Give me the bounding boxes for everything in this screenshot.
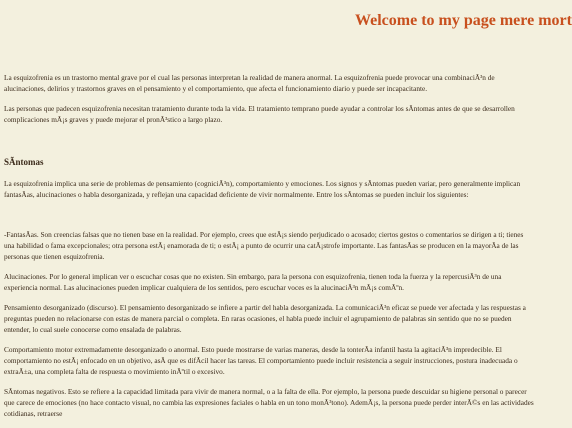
symptom-paragraph: Pensamiento desorganizado (discurso). El pensamiento desorganizado se infiere a partir del habla desorganizada. La comunicaciÃ³n eficaz se puede ver afectada y las respuestas a preguntas pueden no relacionarse con estas de manera parcial o completa. En raras ocasiones, el habla puede incluir el agrupamiento de palabras sin sentido que no se pueden entender, lo cual suele conocerse como ensalada de palabras. (4, 303, 526, 334)
symptom-paragraph: -FantasÃas. Son creencias falsas que no tienen base en la realidad. Por ejemplo, crees que estÃ¡s siendo perjudicado o acosado; ciertos gestos o comentarios se dirigen a ti; tienes una habilidad o fama excepcionales; otra persona estÃ¡ enamorada de ti; o estÃ¡ a punto de ocurrir una catÃ¡strofe importante. Las fantasÃas se producen en la mayorÃa de las personas que tienen esquizofrenia. (4, 230, 524, 261)
page-title: Welcome to my page mere mort (355, 12, 572, 29)
intro-paragraph: Las personas que padecen esquizofrenia necesitan tratamiento durante toda la vida. El tratamiento temprano puede ayudar a controlar los sÃntomas antes de que se desarrollen complicaciones mÃ¡s graves y puede mejorar el pronÃ³stico a largo plazo. (4, 104, 515, 124)
article-body (4, 72, 534, 428)
section-intro-paragraph: La esquizofrenia implica una serie de problemas de pensamiento (cogniciÃ³n), comportamiento y emociones. Los signos y sÃntomas pueden variar, pero generalmente implican fantasÃas, alucinaciones o habla desorganizada, y reflejan una capacidad deficiente de vivir normalmente. Entre los sÃntomas se pueden incluir los siguientes: (4, 179, 521, 199)
section-heading-symptoms: SÃntomas (4, 157, 44, 167)
symptom-paragraph: Comportamiento motor extremadamente desorganizado o anormal. Esto puede mostrarse de varias maneras, desde la tonterÃa infantil hasta la agitaciÃ³n impredecible. El comportamiento no estÃ¡ enfocado en un objetivo, asÃ que es difÃcil hacer las tareas. El comportamiento puede incluir resistencia a seguir instrucciones, postura inadecuada o extraÃ±a, una completa falta de respuesta o movimiento inÃºtil o excesivo. (4, 345, 518, 376)
symptom-paragraph: Alucinaciones. Por lo general implican ver o escuchar cosas que no existen. Sin embargo, para la persona con esquizofrenia, tienen toda la fuerza y la repercusiÃ³n de una experiencia normal. Las alucinaciones pueden implicar cualquiera de los sentidos, pero escuchar voces es la alucinaciÃ³n mÃ¡s comÃºn. (4, 272, 502, 292)
symptom-paragraph: SÃntomas negativos. Esto se refiere a la capacidad limitada para vivir de manera normal, o a la falta de ella. Por ejemplo, la persona puede descuidar su higiene personal o parecer que carece de emociones (no hace contacto visual, no cambia las expresiones faciales o habla en un tono monÃ³tono). AdemÃ¡s, la persona puede perder interÃ©s en las actividades cotidianas, retraerse (4, 387, 534, 418)
intro-paragraph: La esquizofrenia es un trastorno mental grave por el cual las personas interpretan la realidad de manera anormal. La esquizofrenia puede provocar una combinaciÃ³n de alucinaciones, delirios y trastornos graves en el pensamiento y el comportamiento, que afecta el funcionamiento diario y puede ser incapacitante. (4, 73, 495, 93)
